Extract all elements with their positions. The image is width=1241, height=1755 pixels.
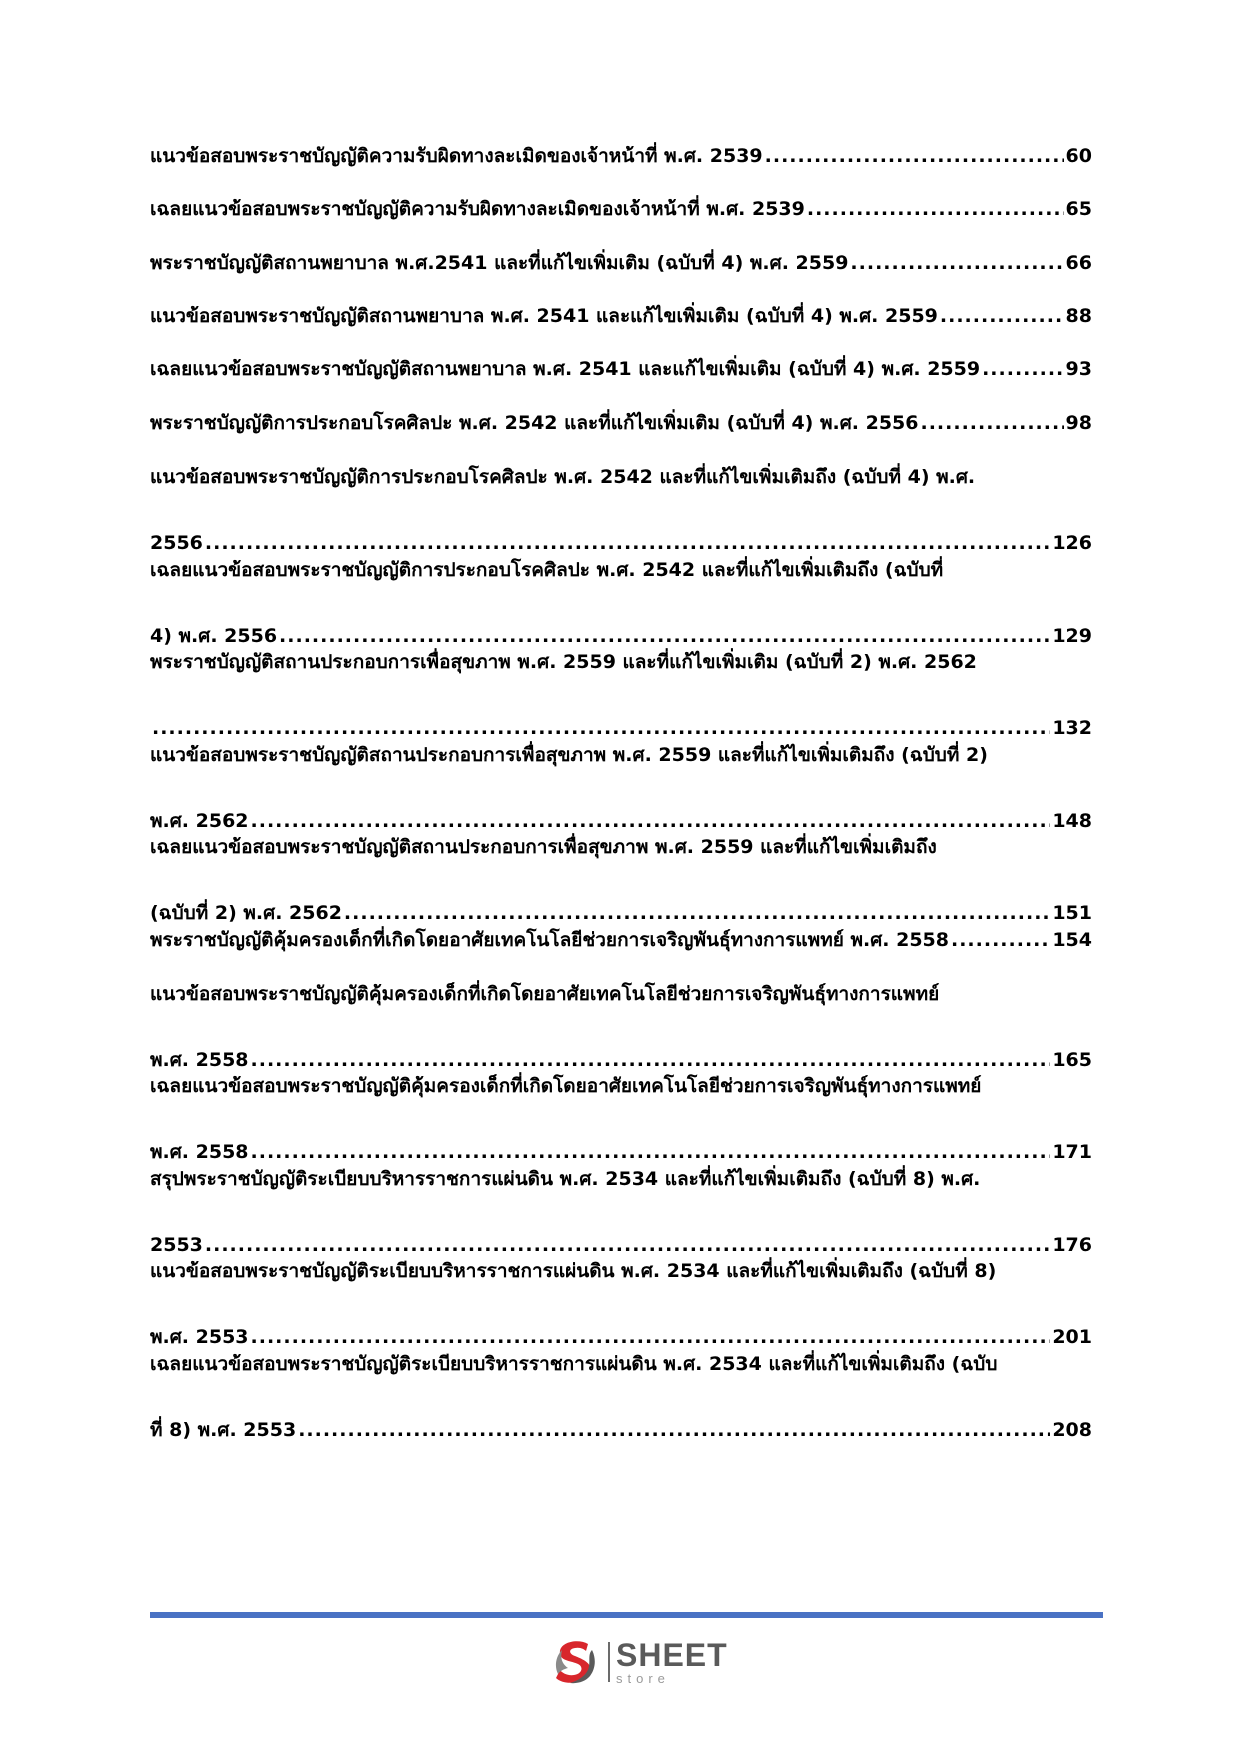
- toc-page-number: 148: [1052, 809, 1092, 832]
- toc-dot-leader: [951, 927, 1050, 953]
- toc-dot-leader: [982, 356, 1063, 382]
- toc-entry-title: พ.ศ. 2558: [150, 1048, 249, 1071]
- toc-page-number: 208: [1052, 1418, 1092, 1441]
- toc-entry: [150, 250, 1092, 276]
- toc-page-number: 93: [1065, 358, 1092, 380]
- toc-entry-title: แนวข้อสอบพระราชบัญญัติความรับผิดทางละเมิดของเจ้าหน้าที่ พ.ศ. 2539: [150, 145, 763, 167]
- sheet-store-logo: [548, 1634, 728, 1690]
- toc-page-number: 60: [1065, 145, 1092, 167]
- toc-dot-leader: [807, 196, 1064, 222]
- toc-page-number: 129: [1052, 624, 1092, 647]
- toc-dot-leader: [152, 715, 1050, 741]
- toc-entry: [150, 1166, 1092, 1258]
- toc-dot-leader: [279, 623, 1050, 649]
- toc-dot-leader: [205, 1232, 1050, 1258]
- toc-entry-title: พ.ศ. 2562: [150, 809, 249, 832]
- toc-dot-leader: [765, 143, 1064, 169]
- toc-entry-title: พระราชบัญญัติสถานประกอบการเพื่อสุขภาพ พ.ศ. 2559 และที่แก้ไขเพิ่มเติม (ฉบับที่ 2) พ.ศ. 2562: [150, 651, 977, 673]
- toc-entry: [150, 649, 1092, 741]
- toc-page-number: 66: [1065, 252, 1092, 274]
- logo-text: [616, 1639, 728, 1685]
- toc-entry-title: พระราชบัญญัติการประกอบโรคศิลปะ พ.ศ. 2542 และที่แก้ไขเพิ่มเติม (ฉบับที่ 4) พ.ศ. 2556: [150, 412, 919, 434]
- toc-entry-title: แนวข้อสอบพระราชบัญญัติคุ้มครองเด็กที่เกิดโดยอาศัยเทคโนโลยีช่วยการเจริญพันธุ์ทางการแพทย์: [150, 982, 940, 1005]
- toc-page-number: 176: [1052, 1233, 1092, 1256]
- toc-entry-title: เฉลยแนวข้อสอบพระราชบัญญัติการประกอบโรคศิลปะ พ.ศ. 2542 และที่แก้ไขเพิ่มเติมถึง (ฉบับที่: [150, 558, 944, 581]
- toc-entry: [150, 1073, 1092, 1165]
- toc-dot-leader: [251, 1047, 1051, 1073]
- toc-dot-leader: [251, 1139, 1051, 1165]
- toc-entry: [150, 927, 1092, 953]
- footer-rule: [150, 1612, 1103, 1618]
- toc-entry-title: เฉลยแนวข้อสอบพระราชบัญญัติความรับผิดทางละเมิดของเจ้าหน้าที่ พ.ศ. 2539: [150, 198, 805, 220]
- toc-dot-leader: [298, 1417, 1050, 1443]
- sheet-store-logo-mark-icon: [548, 1634, 604, 1690]
- toc-entry: [150, 981, 1092, 1073]
- toc-page-number: 98: [1065, 412, 1092, 434]
- toc-entry: [150, 742, 1092, 834]
- toc-entry-title: เฉลยแนวข้อสอบพระราชบัญญัติสถานพยาบาล พ.ศ. 2541 และแก้ไขเพิ่มเติม (ฉบับที่ 4) พ.ศ. 2559: [150, 358, 981, 380]
- toc-entry-title: สรุปพระราชบัญญัติระเบียบบริหารราชการแผ่นดิน พ.ศ. 2534 และที่แก้ไขเพิ่มเติมถึง (ฉบับที่ 8) พ.ศ.: [150, 1167, 981, 1190]
- toc-page-number: 165: [1052, 1048, 1092, 1071]
- toc-entry: [150, 356, 1092, 382]
- toc-entry-title: พระราชบัญญัติสถานพยาบาล พ.ศ.2541 และที่แก้ไขเพิ่มเติม (ฉบับที่ 4) พ.ศ. 2559: [150, 252, 849, 274]
- logo-divider: [608, 1642, 610, 1682]
- toc-entry: [150, 557, 1092, 649]
- toc-page-number: 151: [1052, 902, 1092, 924]
- toc-page-number: 171: [1052, 1141, 1092, 1163]
- toc-entry-title: เฉลยแนวข้อสอบพระราชบัญญัติสถานประกอบการเพื่อสุขภาพ พ.ศ. 2559 และที่แก้ไขเพิ่มเติมถึง: [150, 836, 937, 858]
- toc-entry: [150, 834, 1092, 926]
- toc-dot-leader: [921, 410, 1064, 436]
- toc-entry-title: 2556: [150, 532, 203, 554]
- toc-dot-leader: [850, 250, 1063, 276]
- toc-dot-leader: [205, 530, 1050, 556]
- toc-dot-leader: [344, 900, 1050, 926]
- toc-entry: [150, 196, 1092, 222]
- toc-page-number: 88: [1065, 305, 1092, 327]
- toc-page-number: 65: [1065, 198, 1092, 220]
- toc-entry-title: ที่ 8) พ.ศ. 2553: [150, 1418, 297, 1441]
- toc-entry-title: แนวข้อสอบพระราชบัญญัติสถานพยาบาล พ.ศ. 2541 และแก้ไขเพิ่มเติม (ฉบับที่ 4) พ.ศ. 2559: [150, 305, 938, 327]
- toc-entry-title: 2553: [150, 1233, 203, 1256]
- toc-entry: [150, 464, 1092, 556]
- toc-entry-title: พระราชบัญญัติคุ้มครองเด็กที่เกิดโดยอาศัยเทคโนโลยีช่วยการเจริญพันธุ์ทางการแพทย์ พ.ศ. 2558: [150, 928, 949, 951]
- toc-entry: [150, 410, 1092, 436]
- toc-entry-title: แนวข้อสอบพระราชบัญญัติระเบียบบริหารราชการแผ่นดิน พ.ศ. 2534 และที่แก้ไขเพิ่มเติมถึง (ฉบับที่ 8): [150, 1260, 997, 1282]
- toc-dot-leader: [251, 1324, 1051, 1350]
- toc-entry-title: 4) พ.ศ. 2556: [150, 624, 278, 647]
- toc-entry-title: พ.ศ. 2558: [150, 1141, 249, 1163]
- toc-entry-title: แนวข้อสอบพระราชบัญญัติสถานประกอบการเพื่อสุขภาพ พ.ศ. 2559 และที่แก้ไขเพิ่มเติมถึง (ฉบับที่ 2): [150, 743, 988, 766]
- toc-entry: [150, 1351, 1092, 1443]
- toc-dot-leader: [251, 808, 1051, 834]
- logo-subtitle: store: [616, 1671, 670, 1686]
- toc-entry: [150, 303, 1092, 329]
- toc-entry-title: แนวข้อสอบพระราชบัญญัติการประกอบโรคศิลปะ พ.ศ. 2542 และที่แก้ไขเพิ่มเติมถึง (ฉบับที่ 4) พ.ศ.: [150, 466, 976, 488]
- toc-entry: [150, 143, 1092, 169]
- toc-page-number: 154: [1052, 928, 1092, 951]
- toc-entry-title: เฉลยแนวข้อสอบพระราชบัญญัติคุ้มครองเด็กที่เกิดโดยอาศัยเทคโนโลยีช่วยการเจริญพันธุ์ทางการแพทย์: [150, 1075, 982, 1097]
- toc-entry-title: (ฉบับที่ 2) พ.ศ. 2562: [150, 902, 342, 924]
- logo-word: SHEET: [616, 1637, 728, 1673]
- toc-entry-title: พ.ศ. 2553: [150, 1326, 249, 1348]
- toc-page-number: 201: [1052, 1326, 1092, 1348]
- toc-page-number: 132: [1052, 717, 1092, 739]
- toc-entry: [150, 1258, 1092, 1350]
- toc-entry-title: เฉลยแนวข้อสอบพระราชบัญญัติระเบียบบริหารราชการแผ่นดิน พ.ศ. 2534 และที่แก้ไขเพิ่มเติมถึง (ฉบับ: [150, 1352, 998, 1375]
- toc-page-number: 126: [1052, 532, 1092, 554]
- toc-dot-leader: [940, 303, 1064, 329]
